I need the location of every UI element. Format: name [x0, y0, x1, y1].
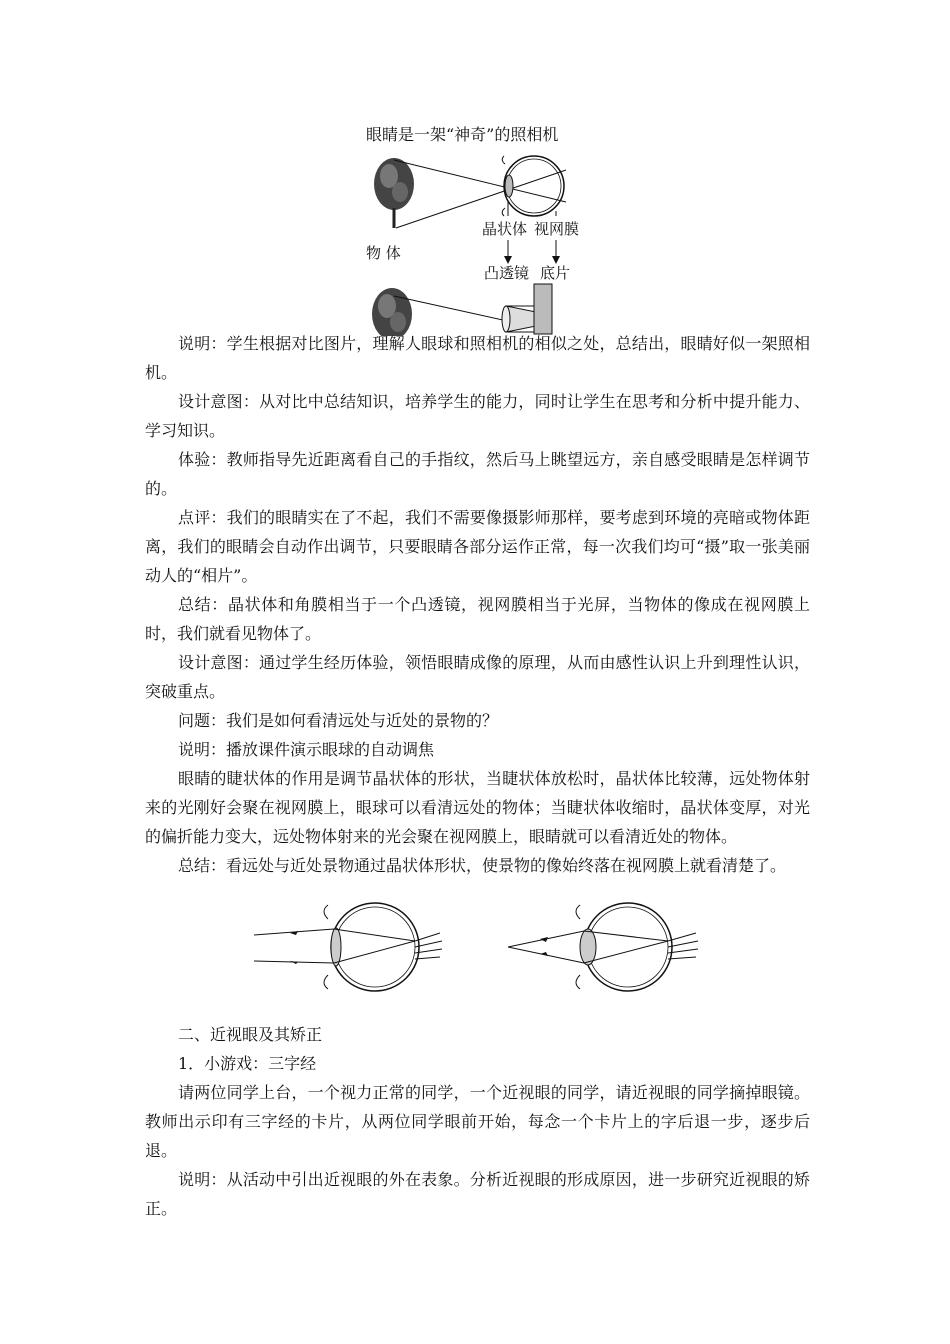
eye-camera-diagram: [356, 146, 596, 336]
tree-icon-top: [374, 158, 414, 228]
paragraph: 体验：教师指导先近距离看自己的手指纹，然后马上眺望远方，亲自感受眼睛是怎样调节的。: [145, 450, 810, 498]
paragraph: 总结：晶状体和角膜相当于一个凸透镜，视网膜相当于光屏，当物体的像成在视网膜上时，我们就看见物体了。: [145, 595, 810, 643]
body-section-a: [145, 329, 810, 880]
paragraph: 请两位同学上台，一个视力正常的同学，一个近视眼的同学，请近视眼的同学摘掉眼镜。教师出示印有三字经的卡片，从两位同学眼前开始，每念一个卡片上的字后退一步，逐步后退。: [145, 1083, 810, 1160]
label-lens: 晶状体: [482, 220, 528, 238]
eye-icon: [502, 156, 564, 216]
paragraph: 眼睛的睫状体的作用是调节晶状体的形状，当睫状体放松时，晶状体比较薄，远处物体射来的光刚好会聚在视网膜上，眼球可以看清远处的物体；当睫状体收缩时，晶状体变厚，对光的偏折能力变大，远处物体射来的光会聚在视网膜上，眼睛就可以看清近处的物体。: [145, 769, 810, 846]
paragraph: 说明：学生根据对比图片，理解人眼球和照相机的相似之处，总结出，眼睛好似一架照相机。: [145, 334, 810, 382]
paragraph: 点评：我们的眼睛实在了不起，我们不需要像摄影师那样，要考虑到环境的亮暗或物体距离，我们的眼睛会自动作出调节，只要眼睛各部分运作正常，每一次我们均可“摄”取一张美丽动人的“相片”。: [145, 508, 810, 585]
section-heading: 二、近视眼及其矫正: [178, 1025, 323, 1044]
paragraph: 设计意图：通过学生经历体验，领悟眼睛成像的原理，从而由感性认识上升到理性认识，突破重点。: [145, 653, 810, 701]
paragraph: 问题：我们是如何看清远处与近处的景物的？: [178, 711, 499, 730]
figure-title: 眼睛是一架“神奇”的照相机: [366, 125, 559, 144]
label-film: 底片: [540, 264, 571, 282]
label-object: 物 体: [366, 244, 401, 262]
paragraph: 说明：播放课件演示眼球的自动调焦: [178, 740, 435, 759]
subsection-heading: 1．小游戏：三字经: [178, 1054, 317, 1073]
body-section-b: [145, 1020, 810, 1223]
camera-icon: [502, 284, 552, 334]
label-retina: 视网膜: [534, 220, 580, 238]
eye-near-focus: [508, 903, 698, 991]
paragraph: 总结：看远处与近处景物通过晶状体形状，使景物的像始终落在视网膜上就看清楚了。: [178, 856, 787, 875]
label-convex-lens: 凸透镜: [484, 264, 530, 282]
eye-focus-diagram: [250, 897, 720, 997]
paragraph: 设计意图：从对比中总结知识，培养学生的能力，同时让学生在思考和分析中提升能力、学习知识。: [145, 392, 810, 440]
paragraph: 说明：从活动中引出近视眼的外在表象。分析近视眼的形成原因，进一步研究近视眼的矫正。: [145, 1170, 810, 1218]
eye-far-focus: [254, 903, 442, 991]
